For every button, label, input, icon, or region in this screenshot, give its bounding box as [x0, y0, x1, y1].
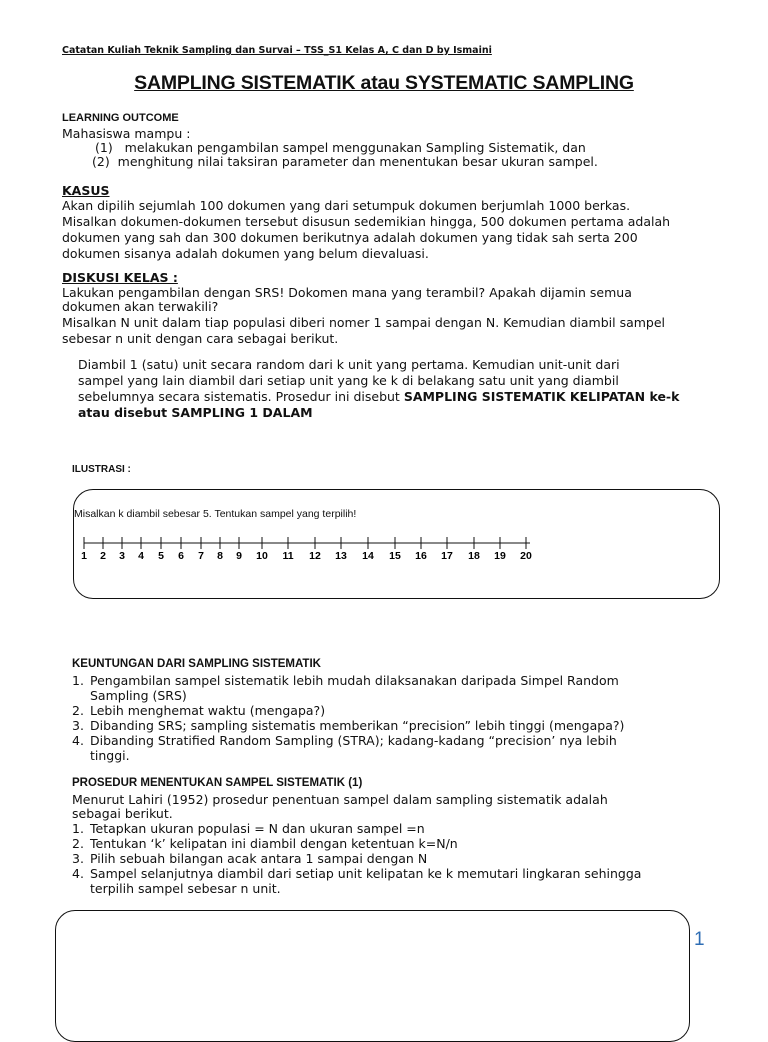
list-item: 2. Lebih menghemat waktu (mengapa?): [72, 703, 326, 718]
ilustrasi-heading: ILUSTRASI :: [72, 464, 131, 475]
page-title: SAMPLING SISTEMATIK atau SYSTEMATIC SAMPLING: [134, 72, 634, 94]
number-line-label: 9: [236, 550, 242, 562]
keuntungan-list: [72, 673, 672, 763]
number-line-label: 14: [362, 550, 374, 562]
prosedur-intro: Menurut Lahiri (1952) prosedur penentuan sampel dalam sampling sistematik adalah: [72, 792, 608, 807]
prosedur-heading: PROSEDUR MENENTUKAN SAMPEL SISTEMATIK (1): [72, 777, 363, 789]
course-note-header: Catatan Kuliah Teknik Sampling dan Survai – TSS_S1 Kelas A, C dan D by Ismaini: [62, 45, 492, 56]
list-item: 4. Sampel selanjutnya diambil dari setiap unit kelipatan ke k memutari lingkaran sehingga terpilih sampel sebesar n unit.: [72, 866, 642, 896]
number-line-label: 11: [282, 550, 294, 562]
number-line-label: 17: [441, 550, 453, 562]
diskusi-line: dokumen akan terwakili?: [62, 299, 219, 314]
page-number: 1: [694, 929, 705, 950]
definition-plain: sebelumnya secara sistematis. Prosedur ini disebut: [78, 389, 404, 404]
kasus-heading: KASUS: [62, 183, 110, 198]
learning-outcome-heading: LEARNING OUTCOME: [62, 112, 179, 124]
outcome-item-num: (2): [92, 154, 110, 169]
number-line-label: 16: [415, 550, 427, 562]
number-line-label: 5: [158, 550, 164, 562]
diskusi-line: Lakukan pengambilan dengan SRS! Dokomen mana yang terambil? Apakah dijamin semua: [62, 285, 632, 300]
diskusi-line: Misalkan N unit dalam tiap populasi diberi nomer 1 sampai dengan N. Kemudian diambil sampel: [62, 315, 666, 330]
outcome-item-2: [92, 154, 598, 169]
prosedur-list: [72, 821, 692, 896]
ilustrasi-prompt: Misalkan k diambil sebesar 5. Tentukan sampel yang terpilih!: [74, 508, 357, 520]
number-line-label: 4: [138, 550, 144, 562]
kasus-line: Misalkan dokumen-dokumen tersebut disusun sedemikian hingga, 500 dokumen pertama adalah: [62, 214, 671, 229]
number-line-label: 20: [520, 550, 532, 562]
outcome-item-1: [95, 140, 586, 155]
number-line-label: 15: [389, 550, 401, 562]
definition-term: SAMPLING SISTEMATIK KELIPATAN ke-k: [403, 389, 680, 404]
number-line-label: 1: [81, 550, 87, 562]
outcome-item-text: melakukan pengambilan sampel menggunakan Sampling Sistematik, dan: [124, 140, 586, 155]
answer-box: [55, 910, 690, 1042]
number-line-label: 18: [468, 550, 480, 562]
list-item: 3. Pilih sebuah bilangan acak antara 1 sampai dengan N: [72, 851, 428, 866]
prosedur-intro: sebagai berikut.: [72, 806, 173, 821]
diskusi-line: sebesar n unit dengan cara sebagai berikut.: [62, 331, 339, 346]
list-item: 1. Tetapkan ukuran populasi = N dan ukuran sampel =n: [72, 821, 425, 836]
list-item: 4. Dibanding Stratified Random Sampling (STRA); kadang-kadang “precision’ nya lebih tinggi.: [72, 733, 617, 763]
number-line-label: 10: [256, 550, 268, 562]
number-line-label: 19: [494, 550, 506, 562]
kasus-line: Akan dipilih sejumlah 100 dokumen yang dari setumpuk dokumen berjumlah 1000 berkas.: [62, 198, 631, 213]
definition-line: [78, 389, 679, 404]
keuntungan-heading: KEUNTUNGAN DARI SAMPLING SISTEMATIK: [72, 658, 321, 670]
number-line-label: 13: [335, 550, 347, 562]
definition-line: sampel yang lain diambil dari setiap unit yang ke k di belakang satu unit yang diambil: [78, 373, 619, 388]
kasus-line: dokumen yang sah dan 300 dokumen berikutnya adalah dokumen yang tidak sah serta 200: [62, 230, 638, 245]
number-line-label: 3: [119, 550, 125, 562]
number-line-label: 12: [309, 550, 321, 562]
outcome-item-text: menghitung nilai taksiran parameter dan menentukan besar ukuran sampel.: [117, 154, 598, 169]
number-line-label: 7: [198, 550, 204, 562]
outcome-item-num: (1): [95, 140, 113, 155]
learning-outcome-intro: Mahasiswa mampu :: [62, 126, 191, 141]
number-line-label: 8: [217, 550, 223, 562]
kasus-line: dokumen sisanya adalah dokumen yang belum dievaluasi.: [62, 246, 429, 261]
list-item: 3. Dibanding SRS; sampling sistematis memberikan “precision” lebih tinggi (mengapa?): [72, 718, 625, 733]
number-line-label: 2: [100, 550, 106, 562]
number-line: [70, 530, 550, 570]
list-item: 2. Tentukan ‘k’ kelipatan ini diambil dengan ketentuan k=N/n: [72, 836, 458, 851]
definition-line: Diambil 1 (satu) unit secara random dari k unit yang pertama. Kemudian unit-unit dari: [78, 357, 620, 372]
diskusi-heading: DISKUSI KELAS :: [62, 270, 178, 285]
definition-term-alt: atau disebut SAMPLING 1 DALAM: [78, 405, 313, 420]
number-line-label: 6: [178, 550, 184, 562]
list-item: 1. Pengambilan sampel sistematik lebih mudah dilaksanakan daripada Simpel Random Sampling (SRS): [72, 673, 619, 703]
